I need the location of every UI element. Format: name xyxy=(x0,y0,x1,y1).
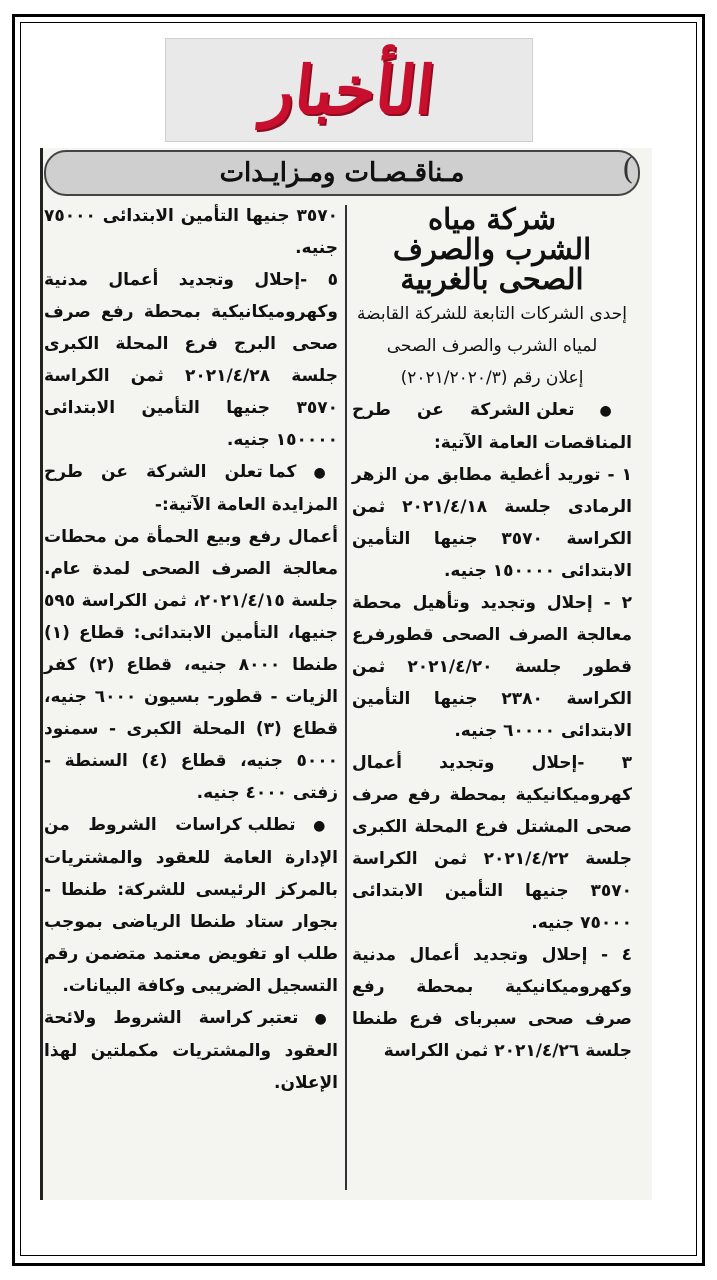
bullet-icon: ● xyxy=(298,1011,339,1027)
section-title: مـناقـصـات ومـزايـدات xyxy=(219,158,465,188)
tenders-intro xyxy=(352,394,632,459)
auction-details: أعمال رفع وبيع الحمأة من محطات معالجة الصرف الصحى لمدة عام. جلسة ٢٠٢١/٤/١٥، ثمن الكراسة ٥٩٥ جنيها، التأمين الابتدائى: قطاع (١) طنطا ٨٠٠٠ جنيه، قطاع (٢) كفر الزيات - قطور- بسيون ٦٠٠٠ جنيه، قطاع (٣) المحلة الكبرى - سمنود ٥٠٠٠ جنيه، قطاع (٤) السنطة - زفتى ٤٠٠٠ جنيه. xyxy=(44,527,338,803)
company-name-line-1: شركة مياه xyxy=(427,202,557,236)
column-divider xyxy=(345,205,347,1190)
closing-text: تعتبر كراسة الشروط ولائحة العقود والمشتريات مكملتين لهذا الإعلان. xyxy=(44,1008,338,1093)
tender-item-5: ٥ -إحلال وتجديد أعمال مدنية وكهروميكانيكية بمحطة رفع صرف صحى البرج فرع المحلة الكبرى جلسة ٢٠٢١/٤/٢٨ ثمن الكراسة ٣٥٧٠ جنيها التأمين الابتدائى ١٥٠٠٠٠ جنيه. xyxy=(44,270,338,450)
closing-paragraph xyxy=(44,1002,338,1099)
tender-item-2: ٢ - إحلال وتجديد وتأهيل محطة معالجة الصرف الصحى قطورفرع قطور جلسة ٢٠٢١/٤/٢٠ ثمن الكراسة ٢٣٨٠ جنيها التأمين الابتدائى ٦٠٠٠٠ جنيه. xyxy=(352,593,632,741)
auction-intro-text: كما تعلن الشركة عن طرح المزايدة العامة الآتية:- xyxy=(44,462,338,515)
tender-item-4: ٤ - إحلال وتجديد أعمال مدنية وكهروميكانيكية بمحطة رفع صرف صحى سبرباى فرع طنطا جلسة ٢٠٢١/٤/٢٦ ثمن الكراسة xyxy=(352,945,632,1061)
section-banner xyxy=(44,150,640,196)
right-column xyxy=(352,200,632,1067)
bullet-icon: ● xyxy=(574,403,632,419)
banner-end-ornament: ( xyxy=(622,152,634,187)
masthead-logo: الأخبار xyxy=(259,51,439,129)
tenders-intro-text: تعلن الشركة عن طرح المناقصات العامة الآتية: xyxy=(352,400,632,453)
bullet-icon: ● xyxy=(295,818,338,834)
tender-item-3: ٣ -إحلال وتجديد أعمال كهروميكانيكية بمحطة رفع صرف صحى المشتل فرع المحلة الكبرى جلسة ٢٠٢١/٤/٢٢ ثمن الكراسة ٣٥٧٠ جنيها التأمين الابتدائى ٧٥٠٠٠ جنيه. xyxy=(352,753,632,933)
tender-item-1: ١ - توريد أغطية مطابق من الزهر الرمادى جلسة ٢٠٢١/٤/١٨ ثمن الكراسة ٣٥٧٠ جنيها التأمين الابتدائى ١٥٠٠٠٠ جنيه. xyxy=(352,465,633,581)
company-name-line-2: الشرب والصرف xyxy=(392,232,592,266)
newspaper-masthead xyxy=(165,38,533,142)
conditions-paragraph xyxy=(44,809,338,1002)
tender-item-4-continuation: ٣٥٧٠ جنيها التأمين الابتدائى ٧٥٠٠٠ جنيه. xyxy=(44,206,338,258)
left-column xyxy=(44,200,338,1099)
company-affiliation: إحدى الشركات التابعة للشركة القابضة لمياه الشرب والصرف الصحى xyxy=(357,304,627,356)
company-name-line-3: الصحى بالغربية xyxy=(400,262,584,296)
bullet-icon: ● xyxy=(296,465,339,481)
ad-number: إعلان رقم (٢٠٢١/٢٠٢٠/٣) xyxy=(400,368,584,388)
auction-intro xyxy=(44,456,338,521)
conditions-text: تطلب كراسات الشروط من الإدارة العامة للعقود والمشتريات بالمركز الرئيسى للشركة: طنطا - بجوار ستاد طنطا الرياضى بموجب طلب او تفويض معتمد متضمن رقم التسجيل الضريبى وكافة البيانات. xyxy=(44,815,338,996)
